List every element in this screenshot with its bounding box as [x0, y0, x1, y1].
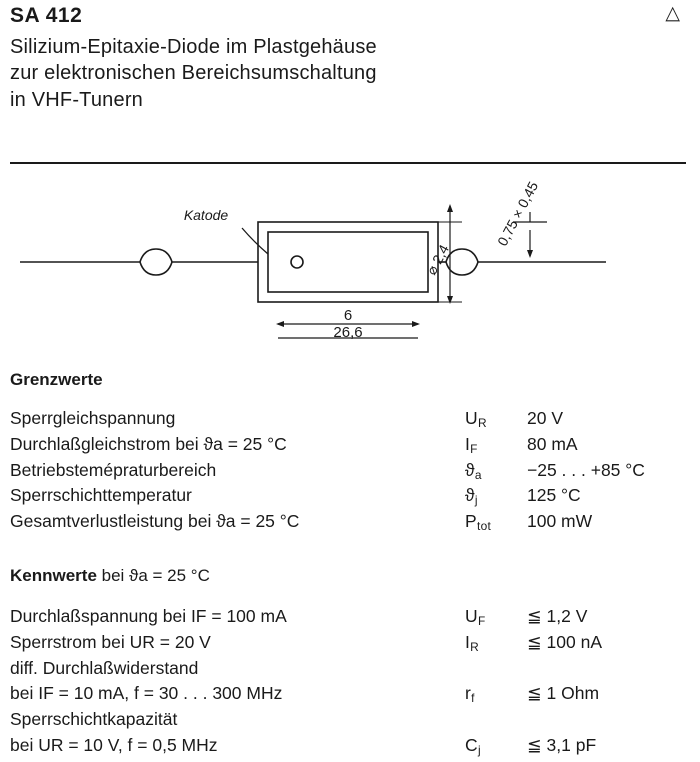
symbol-sub: a [474, 467, 482, 482]
symbol-sub: j [477, 742, 481, 757]
table-row [10, 406, 686, 432]
symbol-sub: F [477, 614, 486, 628]
char-value [527, 656, 686, 682]
limit-symbol [465, 432, 527, 458]
header-divider [10, 162, 686, 164]
limits-table [10, 406, 686, 535]
subtitle-line-3: in VHF-Tunern [10, 88, 144, 111]
limit-value: 125 °C [527, 485, 581, 506]
table-row [10, 681, 686, 707]
dim-diameter-arrow-bottom [447, 296, 453, 304]
limit-value: 20 V [527, 408, 563, 428]
char-symbol [465, 656, 527, 682]
char-desc: diff. Durchlaßwiderstand [10, 657, 199, 678]
limit-symbol [465, 509, 527, 535]
symbol-sub: R [477, 416, 487, 430]
characteristics-table [10, 604, 686, 759]
dim-width-label: 6 [343, 307, 353, 324]
table-row [10, 458, 686, 484]
symbol-base: ϑ [465, 485, 475, 506]
table-row [10, 707, 686, 733]
char-symbol [465, 681, 527, 707]
characteristics-heading [10, 566, 210, 586]
dim-width-arrow-right [412, 321, 420, 327]
bead-left [140, 249, 172, 275]
page-header [10, 4, 690, 113]
table-row [10, 509, 686, 535]
characteristics-heading-rest: bei ϑa = 25 °C [96, 566, 210, 585]
symbol-base: I [465, 631, 471, 652]
symbol-base: C [465, 734, 478, 755]
char-desc: Sperrstrom bei UR = 20 V [10, 631, 211, 652]
char-value: ≦ 1,2 V [527, 606, 588, 626]
subtitle-line-1: Silizium-Epitaxie-Diode im Plastgehäuse [10, 36, 377, 58]
dim-width-arrow-left [276, 321, 284, 327]
cathode-pointer [242, 228, 268, 254]
characteristics-heading-bold: Kennwerte [10, 566, 97, 585]
symbol-sub: f [471, 691, 475, 706]
limit-symbol [465, 406, 527, 432]
char-symbol [465, 604, 527, 630]
symbol-base: U [465, 606, 478, 626]
dim-diameter-arrow-top [447, 204, 453, 212]
symbol-sub: R [470, 639, 480, 654]
symbol-base: P [465, 511, 477, 531]
page-title: SA 412 [10, 4, 83, 27]
limits-heading: Grenzwerte [10, 370, 103, 389]
limit-value: 100 mW [527, 511, 593, 531]
body-outline [258, 222, 438, 302]
limit-value: 80 mA [527, 433, 578, 454]
symbol-base: U [465, 408, 478, 428]
cathode-label: Katode [183, 207, 229, 223]
limit-desc: Gesamtverlustleistung bei ϑa = 25 °C [10, 511, 300, 531]
symbol-sub: j [474, 493, 478, 508]
table-row [10, 604, 686, 630]
symbol-sub: tot [476, 519, 492, 533]
symbol-base: r [465, 683, 472, 704]
limit-desc: Betriebstemépraturbereich [10, 459, 217, 480]
limit-symbol [465, 458, 527, 484]
symbol-sub: F [470, 441, 478, 456]
char-value: ≦ 100 nA [527, 631, 602, 652]
char-symbol [465, 707, 527, 733]
char-desc: Durchlaßspannung bei IF = 100 mA [10, 606, 287, 626]
char-symbol [465, 733, 527, 759]
char-value: ≦ 1 Ohm [527, 683, 600, 704]
symbol-base: ϑ [465, 459, 475, 480]
body-inner-outline [268, 232, 428, 292]
polarity-dot [291, 256, 303, 268]
dim-lead-label: 0,75 × 0,45 [493, 178, 542, 249]
limit-desc: Durchlaßgleichstrom bei ϑa = 25 °C [10, 433, 287, 454]
subtitle-line-2: zur elektronischen Bereichsumschaltung [10, 62, 377, 85]
char-desc: Sperrschichtkapazität [10, 709, 178, 729]
table-row [10, 733, 686, 759]
bead-right [446, 249, 478, 275]
symbol-base: I [465, 433, 471, 454]
table-row [10, 483, 686, 509]
char-symbol [465, 630, 527, 656]
table-row [10, 432, 686, 458]
dim-length-label: 26,6 [333, 324, 363, 341]
subtitle [10, 34, 690, 113]
title-row [10, 4, 690, 28]
limit-value: −25 . . . +85 °C [527, 459, 645, 480]
package-outline-drawing [10, 172, 686, 342]
char-value [527, 707, 686, 733]
char-desc: bei IF = 10 mA, f = 30 . . . 300 MHz [10, 683, 283, 704]
limit-symbol [465, 483, 527, 509]
table-row [10, 656, 686, 682]
char-value: ≦ 3,1 pF [527, 734, 597, 755]
char-desc: bei UR = 10 V, f = 0,5 MHz [10, 734, 218, 755]
dim-diameter-label: ⌀ 2,4 [423, 241, 453, 278]
limit-desc: Sperrschichttemperatur [10, 485, 192, 506]
dim-lead-arrow [527, 250, 533, 258]
triangle-icon: △ [665, 3, 680, 24]
table-row [10, 630, 686, 656]
package-drawing-svg [10, 172, 686, 342]
limit-desc: Sperrgleichspannung [10, 408, 176, 428]
